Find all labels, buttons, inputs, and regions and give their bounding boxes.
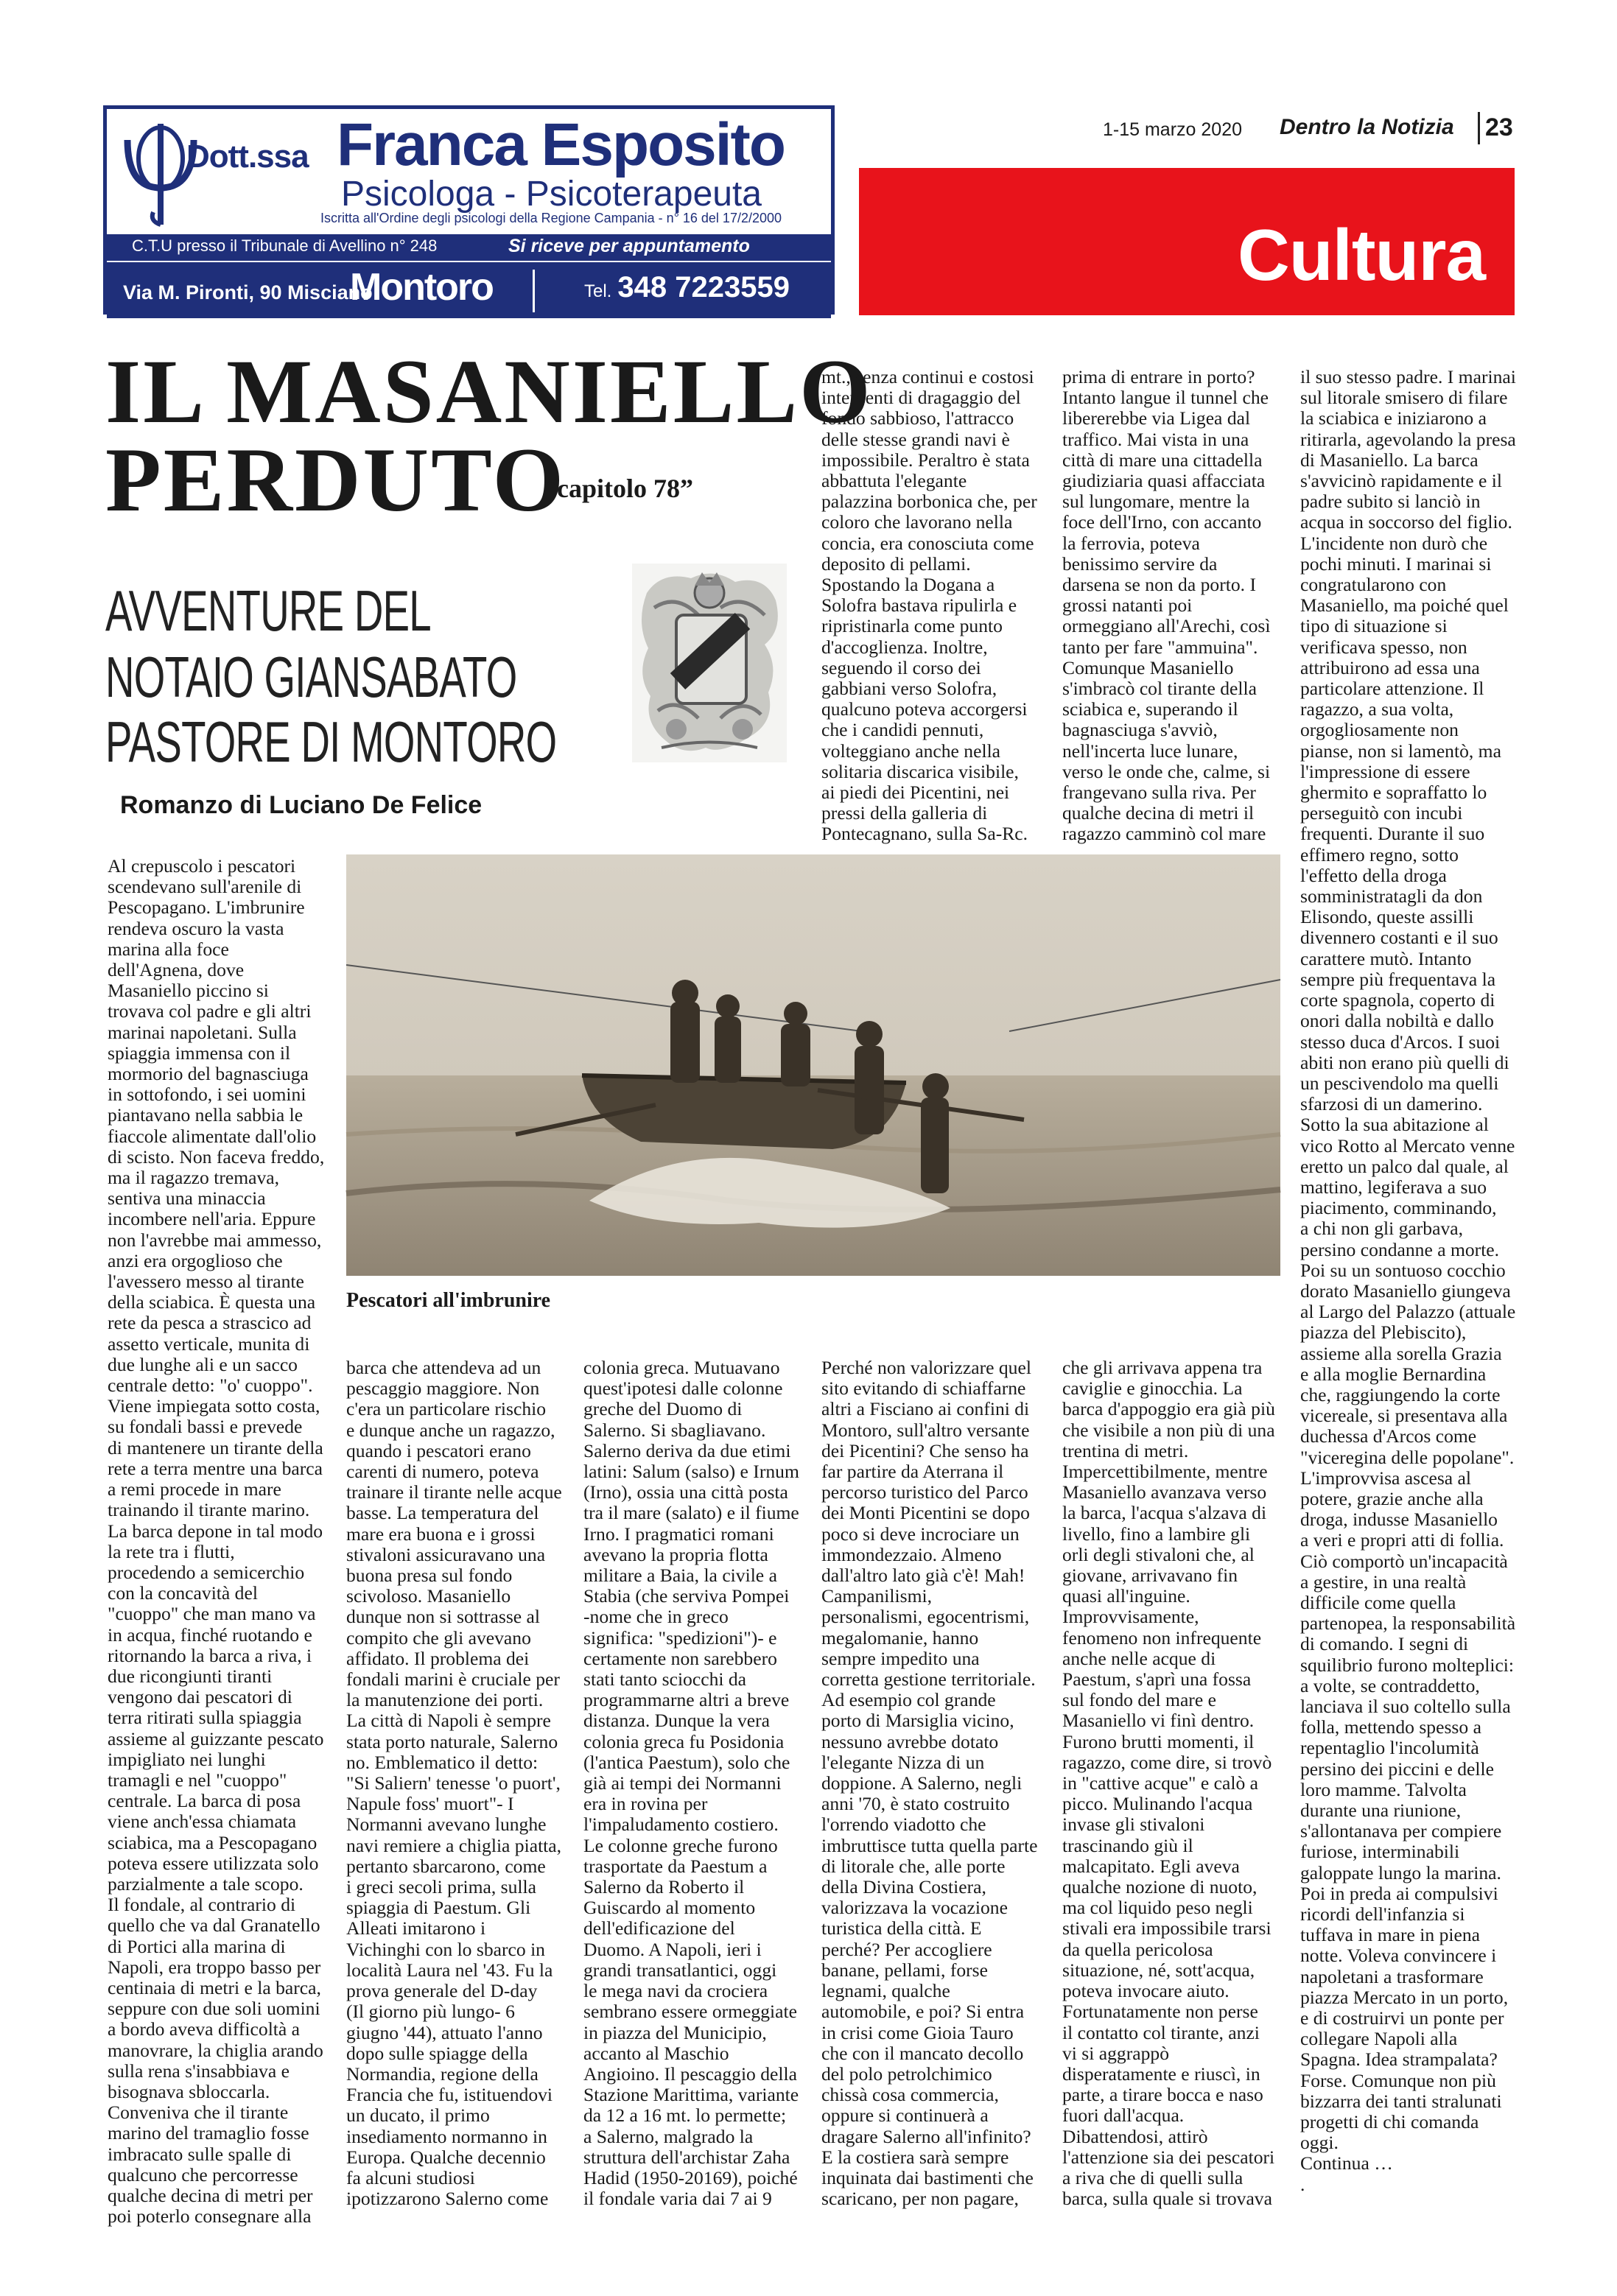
ad-title-prefix: Dott.ssa [186,138,309,175]
article-column-1: Al crepuscolo i pescatori scendevano sull'arenile di Pescopagano. L'imbrunire rendeva oscuro la vasta marina alla foce dell'Agnena, dove Masaniello piccino si trovava col padre e gli altri marinai napoletani. Sulla spiaggia immensa con il mormorio del bagnasciuga in sottofondo, i sei uomini piantavano nella sabbia le fiaccole alimentate dall'olio di scisto. Non faceva freddo, ma il ragazzo tremava, sentiva una minaccia incombere nell'aria. Eppure non l'avrebbe mai ammesso, anzi era orgoglioso che l'avessero messo al tirante della sciabica. È questa una rete da pesca a strascico ad assetto verticale, munita di due lunghe ali e un sacco centrale detto: "o' cuoppo". Viene impiegata sotto costa, su fondali bassi e prevede di mantenere un tirante della rete a terra mentre una barca a remi procede in mare trainando il tirante marino. La barca depone in tal modo la rete tra i flutti, procedendo a semicerchio con la concavità del "cuoppo" che man mano va in acqua, finché ruotando e ritornando la barca a riva, i due ricongiunti tiranti vengono dai pescatori di terra ritirati sulla spiaggia assieme al guizzante pescato impigliato nei lunghi tramagli e nel "cuoppo" centrale. La barca di posa viene anch'essa chiamata sciabica, ma a Pescopagano poteva essere utilizzata solo parzialmente a tale scopo. Il fondale, al contrario di quello che va dal Granatello di Portici alla marina di Napoli, era troppo basso per centinaia di metri e la barca, seppure con due soli uomini a bordo aveva difficoltà a manovrare, la chiglia arando sulla rena s'insabbiava e bisognava sbloccarla. Conveniva che il tirante marino del tramaglio fosse imbracato sulle spalle di qualcuno che percorresse qualche decina di metri per poi poterlo consegnare alla [108,855,325,2227]
article-column-3: colonia greca. Mutuavano quest'ipotesi dalle colonne greche del Duomo di Salerno. Si sbagliavano. Salerno deriva da due etimi latini: Salum (salso) e Irnum (Irno), ossia una città posta tra il mare (salato) e il fiume Irno. I pragmatici romani avevano la propria flotta militare a Baia, la civile a Stabia (che serviva Pompei -nome che in greco significa: "spedizioni")- e certamente non sarebbero stati tanto sciocchi da programmarne altri a breve distanza. Dunque la vera colonia greca fu Posidonia (l'antica Paestum), solo che già ai tempi dei Normanni era in rovina per l'impaludamento costiero. Le colonne greche furono trasportate da Paestum a Salerno da Roberto il Guiscardo al momento dell'edificazione del Duomo. A Napoli, ieri i grandi transatlantici, oggi le mega navi da crociera sembrano essere ormeggiate in piazza del Municipio, accanto al Maschio Angioino. Il pescaggio della Stazione Marittima, variante da 12 a 16 mt. lo permette; a Salerno, malgrado la struttura dell'archistar Zaha Hadid (1950-20169), poiché il fondale varia dai 7 ai 9 [583,1357,799,2210]
ad-phone-number: 348 7223559 [617,271,790,303]
header-divider [1478,112,1480,144]
ad-profession: Psicologa - Psicoterapeuta [341,175,762,214]
subtitle-line1: AVVENTURE DEL [105,578,431,643]
article-title-line2: PERDUTO [105,429,567,530]
ad-address: Via M. Pironti, 90 Misciano [123,281,373,303]
article-author: Romanzo di Luciano De Felice [120,791,483,819]
fishermen-photo [346,854,1280,1276]
ad-city: Montoro [350,266,493,309]
ad-ctu: C.T.U presso il Tribunale di Avellino n° 248 [132,236,438,255]
ad-top-area [107,109,831,234]
ad-doctor-name: Franca Esposito [337,111,785,178]
article-column-2: barca che attendeva ad un pescaggio maggiore. Non c'era un particolare rischio e dunque anche un ragazzo, quando i pescatori erano carenti di numero, poteva trainare il tirante nelle acque basse. La temperatura del mare era buona e i grossi stivaloni assicuravano una buona presa sul fondo scivoloso. Masaniello dunque non si sottrasse al compito che gli avevano affidato. Il problema dei fondali marini è cruciale per la manutenzione dei porti. La città di Napoli è sempre stata porto naturale, Salerno no. Emblematico il detto: "Si Saliern' tenesse 'o puort', Napule foss' muort"- I Normanni avevano lunghe navi remiere a chiglia piatta, pertanto sbarcarono, come i greci secoli prima, sulla spiaggia di Paestum. Gli Alleati imitarono i Vichinghi con lo sbarco in località Laura nel '43. Fu la prova generale del D-day (Il giorno più lungo- 6 giugno '44), attuato l'anno dopo sulle spiagge della Normandia, regione della Francia che fu, istituendovi un ducato, il primo insediamento normanno in Europa. Qualche decennio fa alcuni studiosi ipotizzarono Salerno come [346,1357,562,2210]
ad-phone-label: Tel. [584,281,612,301]
chapter-label: “capitolo 78” [544,474,693,503]
article-column-3-top: mt., senza continui e costosi interventi di dragaggio del fondo sabbioso, l'attracco delle stesse grandi navi è impossibile. Peraltro è stata abbattuta l'elegante palazzina borbonica che, per coloro che lavorano nella concia, era conosciuta come deposito di pellami. Spostando la Dogana a Solofra bastava ripulirla e ripristinarla come punto d'accoglienza. Inoltre, seguendo il corso dei gabbiani verso Solofra, qualcuno poteva accorgersi che i candidi pennuti, volteggiano anche nella solitaria discarica visibile, ai piedi dei Picentini, nei pressi della galleria di Pontecagnano, sulla Sa-Rc. [821,366,1037,845]
article-title-line1: IL MASANIELLO [105,341,873,442]
publication-name: Dentro la Notizia [1280,115,1454,139]
ad-appointment: Si riceve per appuntamento [508,236,750,256]
article-column-4-top: prima di entrare in porto? Intanto langue il tunnel che libererebbe via Ligea dal traffico. Mai vista in una città di mare una cittadella giudiziaria quasi affacciata sul lungomare, mentre la foce dell'Irno, con accanto la ferrovia, poteva benissimo servire da darsena se non da porto. I grossi natanti poi ormeggiano all'Arechi, così tanto per fare "ammuina". Comunque Masaniello s'imbracò col tirante della sciabica e, superando il bagnasciuga s'avviò, nell'incerta luce lunare, verso le onde che, calme, si frangevano sulla riva. Per qualche decina di metri il ragazzo camminò col mare [1062,366,1271,845]
section-title: Cultura [1238,214,1485,295]
article-column-4: Perché non valorizzare quel sito evitando di schiaffarne altri a Fisciano ai confini di Montoro, sull'altro versante dei Picentini? Che senso ha far partire da Aterrana il percorso turistico del Parco dei Monti Picentini se dopo poco si deve incrociare un immondezzaio. Almeno dall'altro lato già c'è! Mah! Campanilismi, personalismi, egocentrismi, megalomanie, hanno sempre impedito una corretta gestione territoriale. Ad esempio col grande porto di Marsiglia vicino, nessuno avrebbe dotato l'elegante Nizza di un doppione. A Salerno, negli anni '70, è stato costruito l'orrendo viadotto che imbruttisce tutta quella parte di litorale che, alle porte della Divina Costiera, valorizzava la vocazione turistica della città. E perché? Per accogliere banane, pellami, forse legnami, qualche automobile, e poi? Si entra in crisi come Gioia Tauro che con il mancato decollo del polo petrolchimico chissà cosa commercia, oppure si continuerà a dragare Salerno all'infinito? E la costiera sarà sempre inquinata dai bastimenti che scaricano, per non pagare, [821,1357,1038,2210]
coat-of-arms-illustration [632,564,787,762]
issue-date: 1-15 marzo 2020 [1103,119,1243,140]
ad-phone [584,271,790,304]
article-column-5: il suo stesso padre. I marinai sul litorale smisero di filare la sciabica e iniziarono a ritirarla, agevolando la presa di Masaniello. La barca s'avvicinò rapidamente e il padre subito si lanciò in acqua in soccorso del figlio. L'incidente non durò che pochi minuti. I marinai si congratularono con Masaniello, ma poiché quel tipo di situazione si verificava spesso, non attribuirono ad essa una particolare attenzione. Il ragazzo, a sua volta, orgogliosamente non pianse, non si lamentò, ma l'impressione di essere ghermito e sopraffatto lo perseguitò con incubi frequenti. Durante il suo effimero regno, sotto l'effetto della droga somministratagli da don Elisondo, queste assilli divennero costanti e il suo carattere mutò. Intanto sempre più frequentava la corte spagnola, coperto di onori dalla nobiltà e dallo stesso duca d'Arcos. I suoi abiti non erano più quelli di un pescivendolo ma quelli sfarzosi di un damerino. Sotto la sua abitazione al vico Rotto al Mercato venne eretto un palco dal quale, al mattino, legiferava a suo piacimento, comminando, a chi non gli garbava, persino condanne a morte. Poi su un sontuoso cocchio dorato Masaniello giungeva al Largo del Palazzo (attuale piazza del Plebiscito), assieme alla sorella Grazia e alla moglie Bernardina che, raggiungendo la corte vicereale, si presentava alla duchessa d'Arcos come "viceregina delle popolane". L'improvvisa ascesa al potere, grazie anche alla droga, indusse Masaniello a veri e propri atti di follia. Ciò comportò un'incapacità a gestire, in una realtà difficile come quella partenopea, la responsabilità di comando. I segni di squilibrio furono molteplici: a volte, se contraddetto, lanciava il suo coltello sulla folla, mettendo spesso a repentaglio l'incolumità persino dei piccini e delle loro mamme. Talvolta durante una riunione, s'allontanava per compiere furiose, interminabili galoppate lungo la marina. Poi in preda ai compulsivi ricordi dell'infanzia si tuffava in mare in piena notte. Voleva convincere i napoletani a trasformare piazza Mercato in un porto, e di costruirvi un ponte per collegare Napoli alla Spagna. Idea strampalata? Forse. Comunque non più bizzarra dei tanti stralunati progetti di chi comanda oggi. Continua … . [1300,366,1516,2195]
photo-caption: Pescatori all'imbrunire [346,1289,551,1312]
article-column-5-bottom: che gli arrivava appena tra caviglie e ginocchia. La barca d'appoggio era già più che visibile a non più di una trentina di metri. Impercettibilmente, mentre Masaniello avanzava verso la barca, l'acqua s'alzava di livello, fino a lambire gli orli degli stivaloni che, al giovane, arrivavano fin quasi all'inguine. Improvvisamente, fenomeno non infrequente anche nelle acque di Paestum, s'aprì una fossa sul fondo del mare e Masaniello vi finì dentro. Furono brutti momenti, il ragazzo, come dire, si trovò in "cattive acque" e calò a picco. Mulinando l'acqua invase gli stivaloni trascinando giù il malcapitato. Egli aveva qualche nozione di nuoto, ma col liquido peso negli stivali era impossibile trarsi da quella pericolosa situazione, né, sott'acqua, poteva invocare aiuto. Fortunatamente non perse il contatto col tirante, anzi vi si aggrappò disperatamente e riuscì, in parte, a tirare bocca e naso fuori dall'acqua. Dibattendosi, attirò l'attenzione sia dei pescatori a riva che di quelli sulla barca, sulla quale si trovava [1062,1357,1275,2210]
page-number: 23 [1485,113,1513,141]
ad-registration: Iscritta all'Ordine degli psicologi della Regione Campania - n° 16 del 17/2/2000 [320,211,782,225]
subtitle-line2: NOTAIO GIANSABATO [105,645,517,709]
advertisement-box [103,105,835,315]
ad-divider [533,270,535,312]
subtitle-line3: PASTORE DI MONTORO [105,709,557,774]
